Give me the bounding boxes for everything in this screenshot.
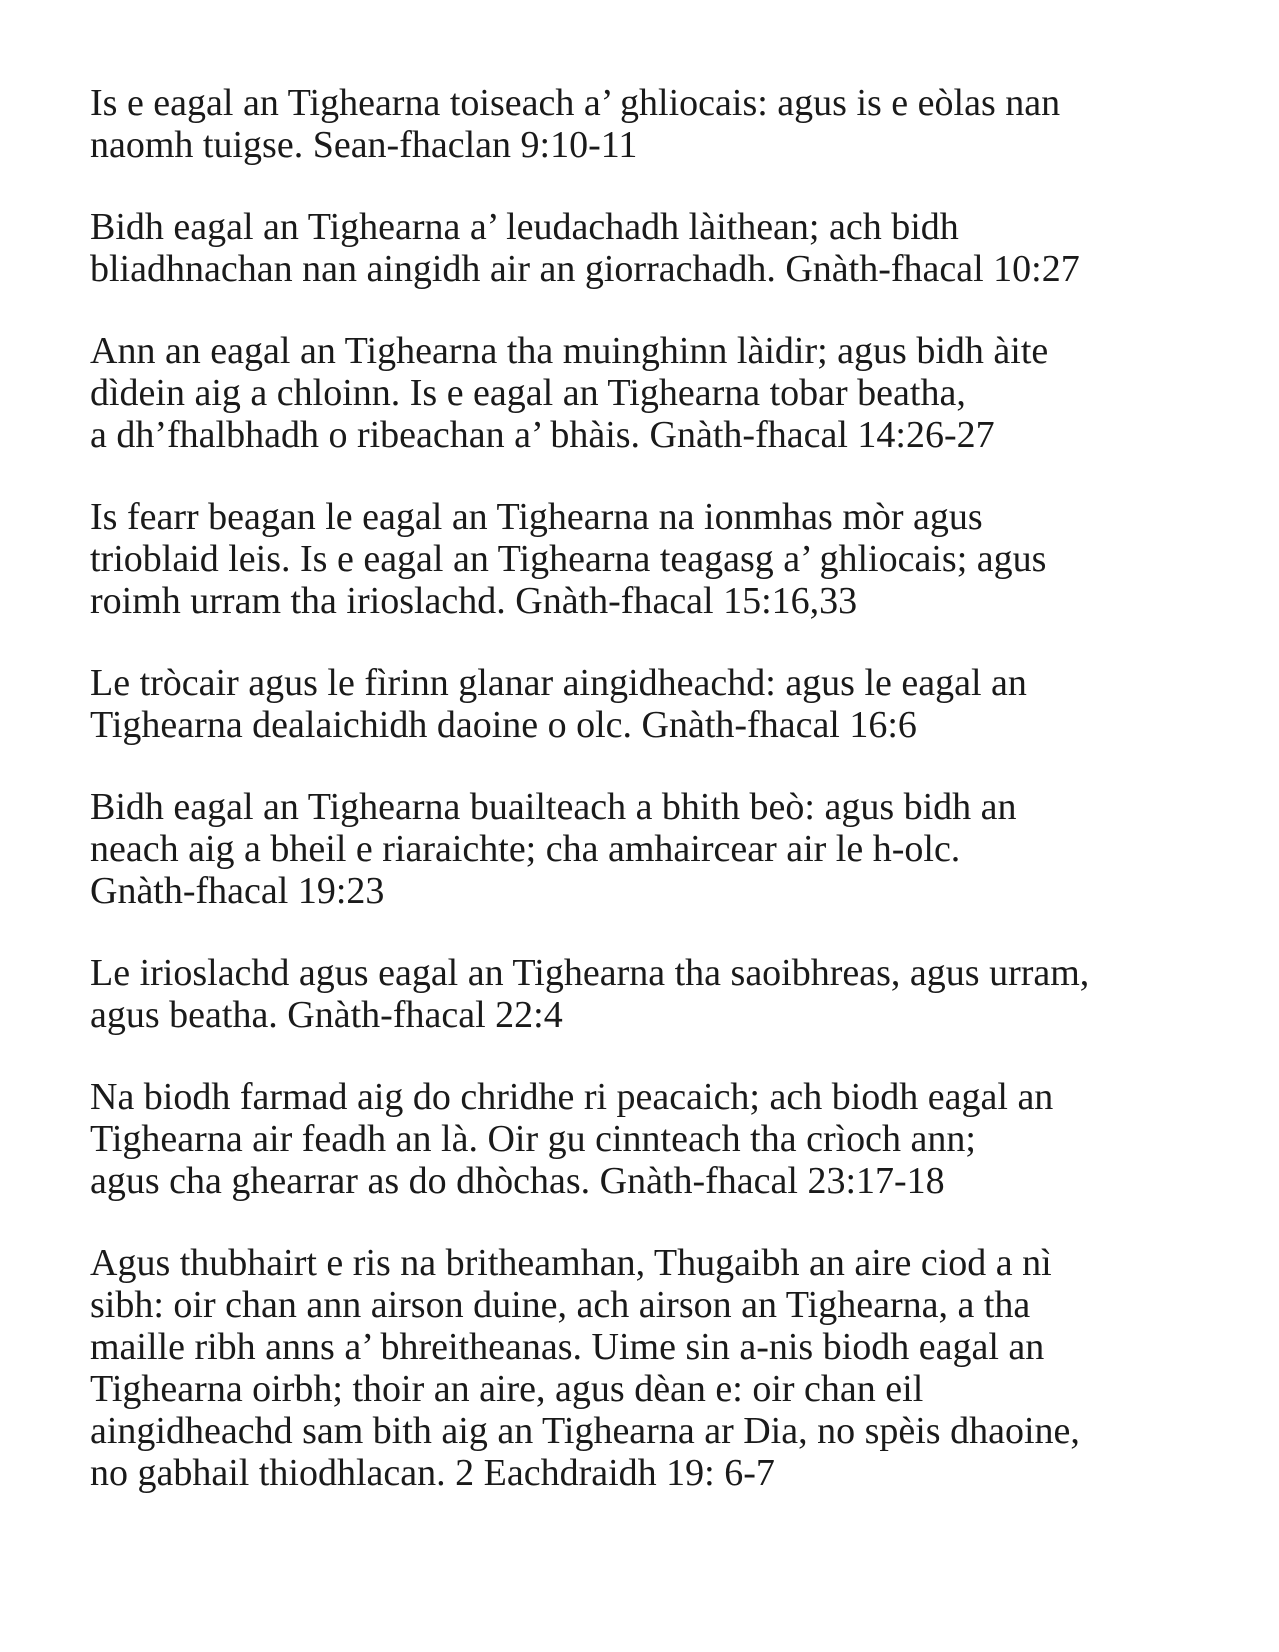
verse-line: Is e eagal an Tighearna toiseach a’ ghliocais: agus is e eòlas nan (90, 82, 1061, 124)
verse-paragraph (90, 330, 1210, 456)
verse-paragraph (90, 206, 1210, 290)
verse-line: bliadhnachan nan aingidh air an giorrachadh. Gnàth-fhacal 10:27 (90, 248, 1080, 290)
verse-line: Is fearr beagan le eagal an Tighearna na ionmhas mòr agus (90, 496, 983, 538)
verse-line: naomh tuigse. Sean-fhaclan 9:10-11 (90, 124, 638, 166)
verse-paragraph (90, 1242, 1210, 1494)
verse-line: Le tròcair agus le fìrinn glanar aingidheachd: agus le eagal an (90, 662, 1027, 704)
verse-paragraph (90, 496, 1210, 622)
verse-line: sibh: oir chan ann airson duine, ach airson an Tighearna, a tha (90, 1284, 1031, 1326)
verse-line: a dh’fhalbhadh o ribeachan a’ bhàis. Gnàth-fhacal 14:26-27 (90, 414, 995, 456)
document-page (90, 82, 1210, 1534)
verse-line: Bidh eagal an Tighearna a’ leudachadh làithean; ach bidh (90, 206, 959, 248)
verse-line: Ann an eagal an Tighearna tha muinghinn làidir; agus bidh àite (90, 330, 1049, 372)
verse-line: maille ribh anns a’ bhreitheanas. Uime sin a-nis biodh eagal an (90, 1326, 1045, 1368)
verse-paragraph (90, 82, 1210, 166)
verse-line: dìdein aig a chloinn. Is e eagal an Tighearna tobar beatha, (90, 372, 966, 414)
verse-line: Le irioslachd agus eagal an Tighearna tha saoibhreas, agus urram, (90, 952, 1090, 994)
verse-line: Agus thubhairt e ris na britheamhan, Thugaibh an aire ciod a nì (90, 1242, 1052, 1284)
verse-line: agus beatha. Gnàth-fhacal 22:4 (90, 994, 563, 1036)
verse-line: Gnàth-fhacal 19:23 (90, 870, 385, 912)
verse-paragraph (90, 952, 1210, 1036)
verse-line: roimh urram tha irioslachd. Gnàth-fhacal 15:16,33 (90, 580, 858, 622)
verse-line: no gabhail thiodhlacan. 2 Eachdraidh 19: 6-7 (90, 1452, 775, 1494)
verse-line: Bidh eagal an Tighearna buailteach a bhith beò: agus bidh an (90, 786, 1017, 828)
verse-paragraph (90, 786, 1210, 912)
verse-line: aingidheachd sam bith aig an Tighearna ar Dia, no spèis dhaoine, (90, 1410, 1080, 1452)
verse-line: Tighearna dealaichidh daoine o olc. Gnàth-fhacal 16:6 (90, 704, 917, 746)
verse-line: trioblaid leis. Is e eagal an Tighearna teagasg a’ ghliocais; agus (90, 538, 1047, 580)
verse-line: Tighearna oirbh; thoir an aire, agus dèan e: oir chan eil (90, 1368, 924, 1410)
verse-paragraph (90, 662, 1210, 746)
verse-line: Tighearna air feadh an là. Oir gu cinnteach tha crìoch ann; (90, 1118, 976, 1160)
verse-line: agus cha ghearrar as do dhòchas. Gnàth-fhacal 23:17-18 (90, 1160, 945, 1202)
verse-line: Na biodh farmad aig do chridhe ri peacaich; ach biodh eagal an (90, 1076, 1054, 1118)
verse-paragraph (90, 1076, 1210, 1202)
verse-line: neach aig a bheil e riaraichte; cha amhaircear air le h-olc. (90, 828, 961, 870)
